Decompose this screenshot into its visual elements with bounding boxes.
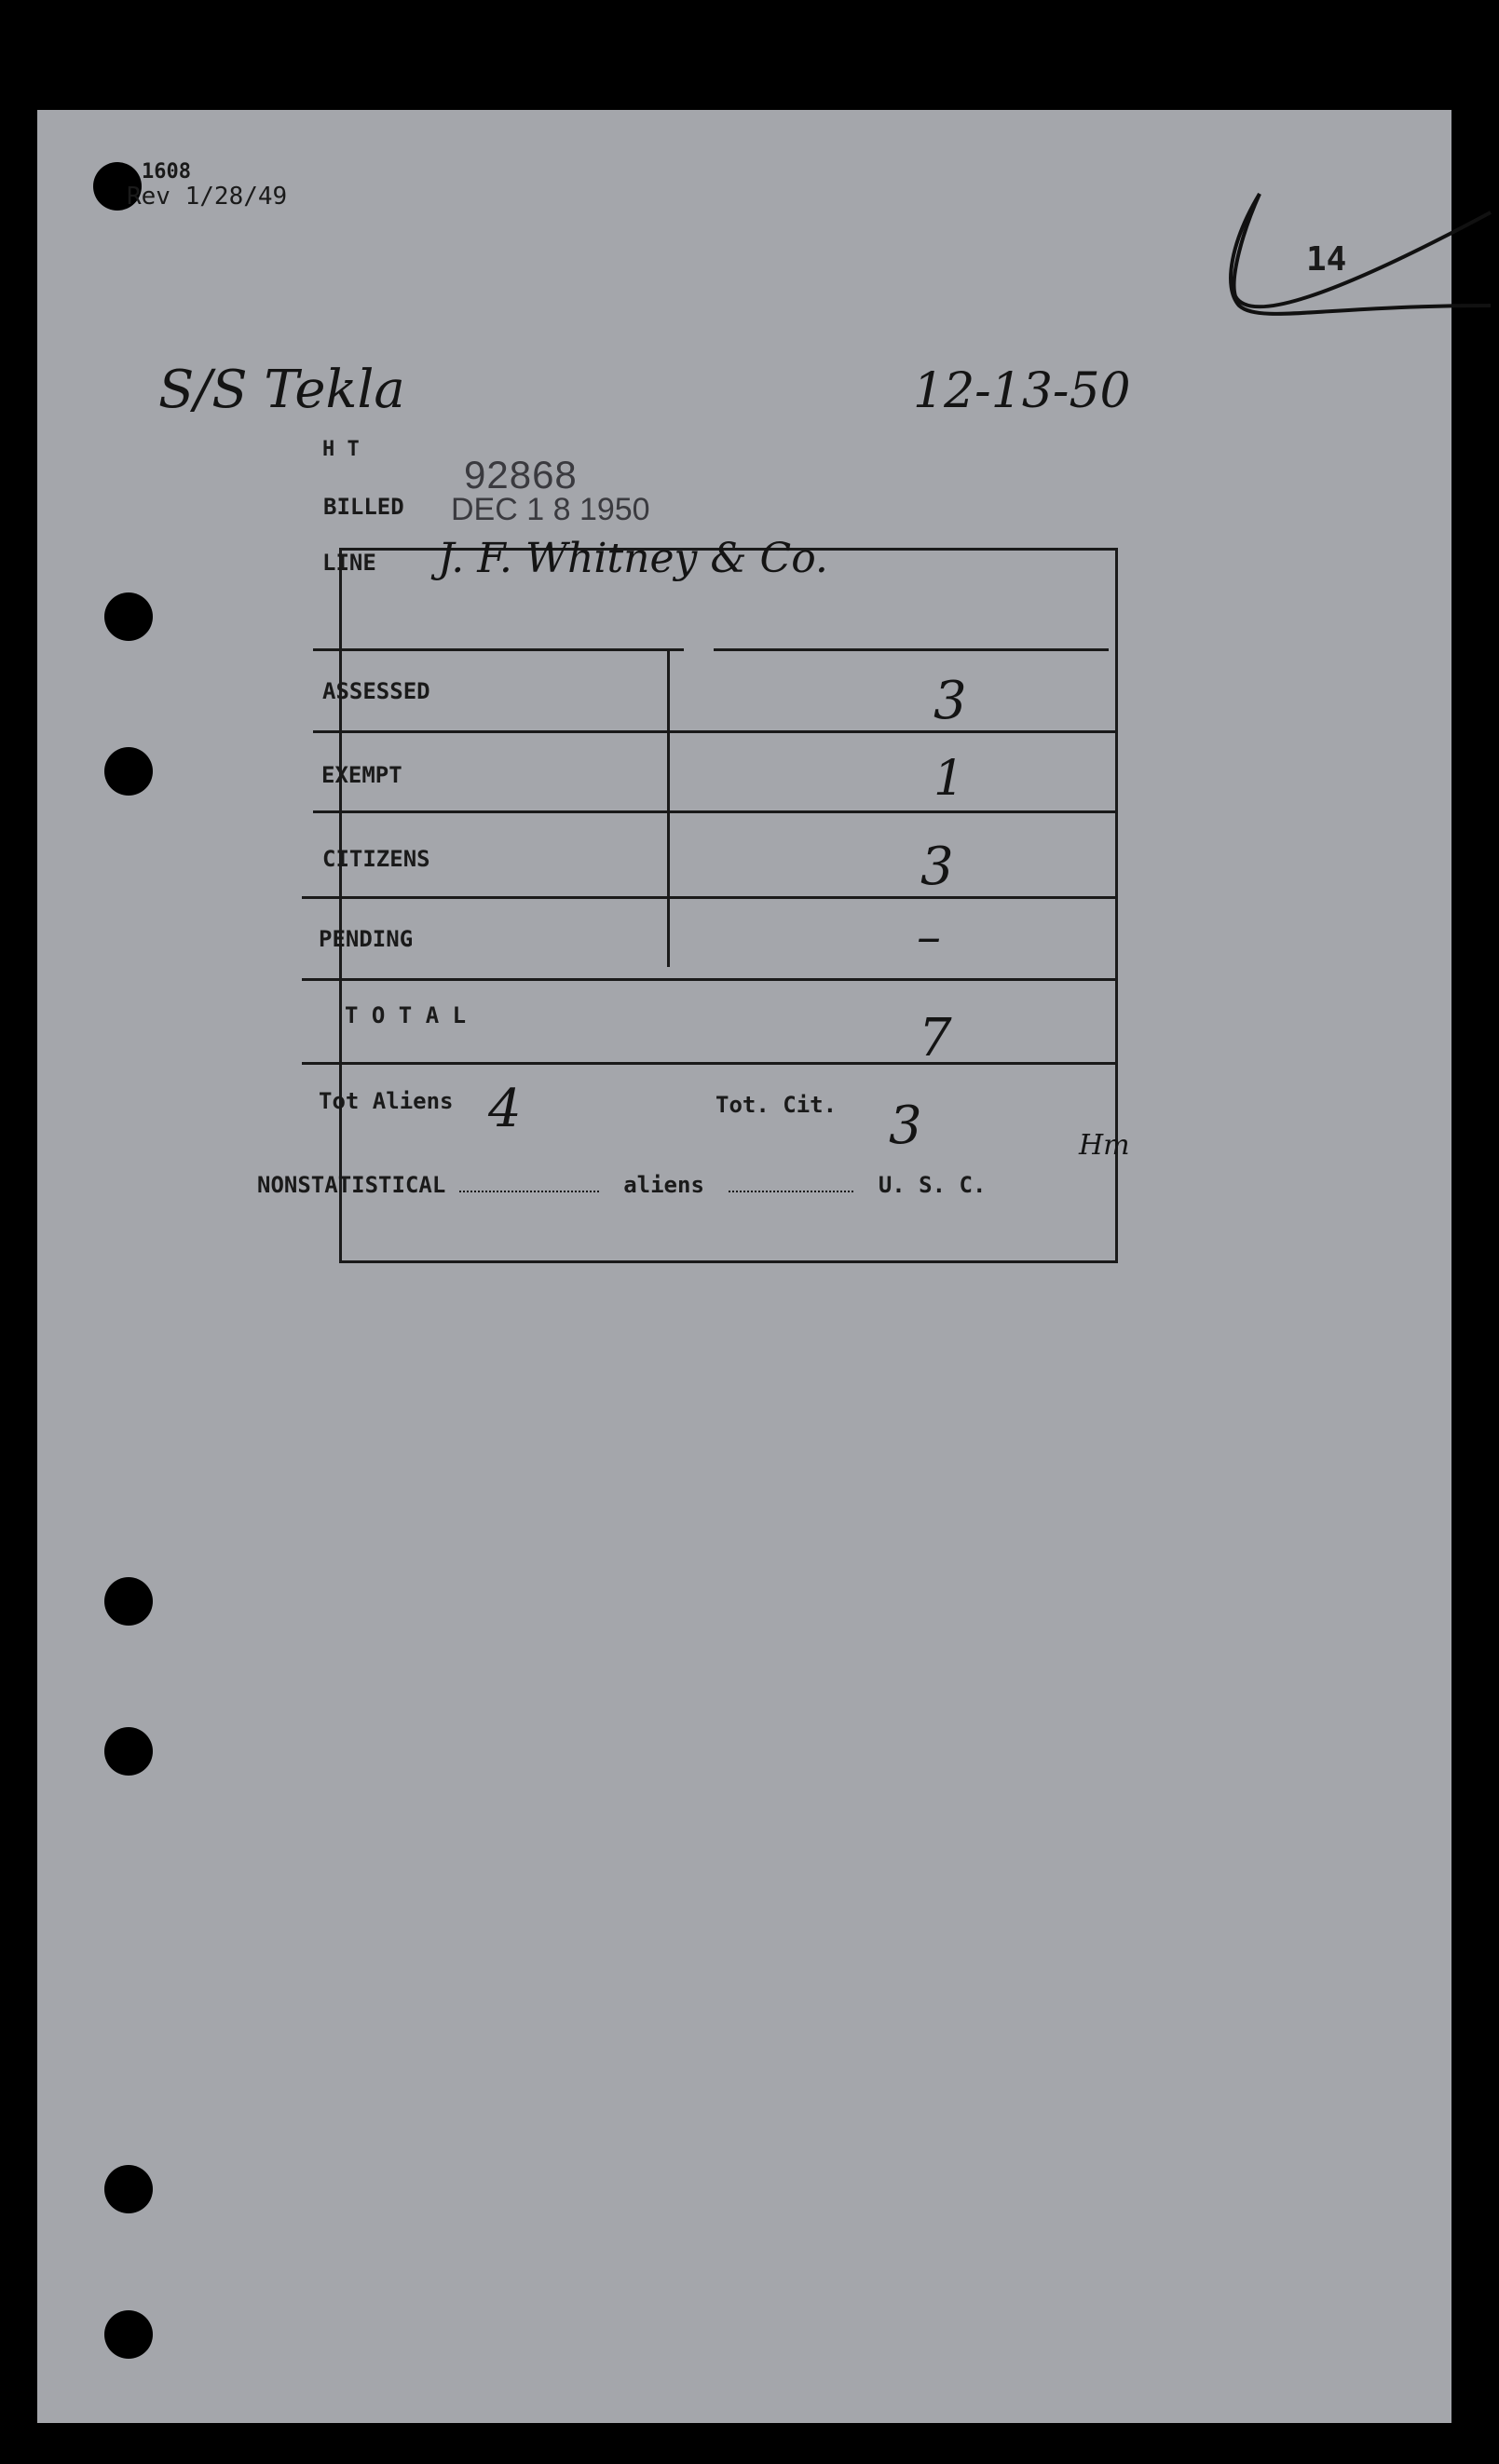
tally-box (339, 548, 1118, 1263)
usc-label: U. S. C. (878, 1172, 987, 1198)
total-label: T O T A L (345, 1002, 467, 1028)
assessed-label: ASSESSED (322, 678, 430, 704)
citizens-value: 3 (920, 837, 954, 897)
row-divider (302, 896, 1118, 899)
form-revision: Rev 1/28/49 (127, 183, 288, 211)
arrival-date: 12-13-50 (913, 363, 1131, 419)
form-sheet (37, 110, 1451, 2423)
billed-date-stamp: DEC 1 8 1950 (451, 492, 650, 527)
pending-value: – (917, 909, 941, 965)
row-divider (313, 810, 1118, 813)
tot-cit-value: 3 (889, 1096, 922, 1156)
line-label: LINE (322, 550, 376, 576)
punch-hole (104, 2310, 153, 2359)
aliens-blank (459, 1178, 599, 1192)
row-divider (302, 978, 1118, 981)
tot-aliens-label: Tot Aliens (319, 1088, 454, 1114)
punch-hole (104, 592, 153, 641)
punch-hole (104, 1727, 153, 1776)
divider-line (313, 648, 684, 651)
total-value: 7 (919, 1008, 952, 1069)
row-divider (313, 730, 1118, 733)
ht-number-stamp: 92868 (464, 453, 578, 497)
ship-name: S/S Tekla (158, 360, 405, 420)
citizens-label: CITIZENS (322, 846, 430, 872)
punch-hole (104, 747, 153, 796)
nonstatistical-label: NONSTATISTICAL (257, 1172, 446, 1198)
aliens-label: aliens (623, 1172, 704, 1198)
ht-label: H T (322, 438, 360, 461)
exempt-value: 1 (933, 751, 965, 807)
assessed-value: 3 (933, 671, 967, 731)
line-company: J. F. Whitney & Co. (438, 535, 828, 582)
row-divider (302, 1062, 1118, 1065)
page-number: 14 (1306, 240, 1347, 279)
nonstatistical-line (257, 1172, 986, 1198)
tot-cit-label: Tot. Cit. (715, 1092, 838, 1118)
initials: Hm (1079, 1129, 1130, 1162)
punch-hole (104, 1577, 153, 1626)
column-divider (667, 650, 670, 967)
form-number: 1608 (142, 160, 191, 184)
billed-label: BILLED (323, 494, 404, 520)
pending-label: PENDING (319, 926, 414, 952)
punch-hole (104, 2165, 153, 2213)
exempt-label: EXEMPT (321, 762, 402, 788)
tot-aliens-value: 4 (488, 1079, 522, 1139)
usc-blank (729, 1178, 853, 1192)
divider-line (714, 648, 1109, 651)
